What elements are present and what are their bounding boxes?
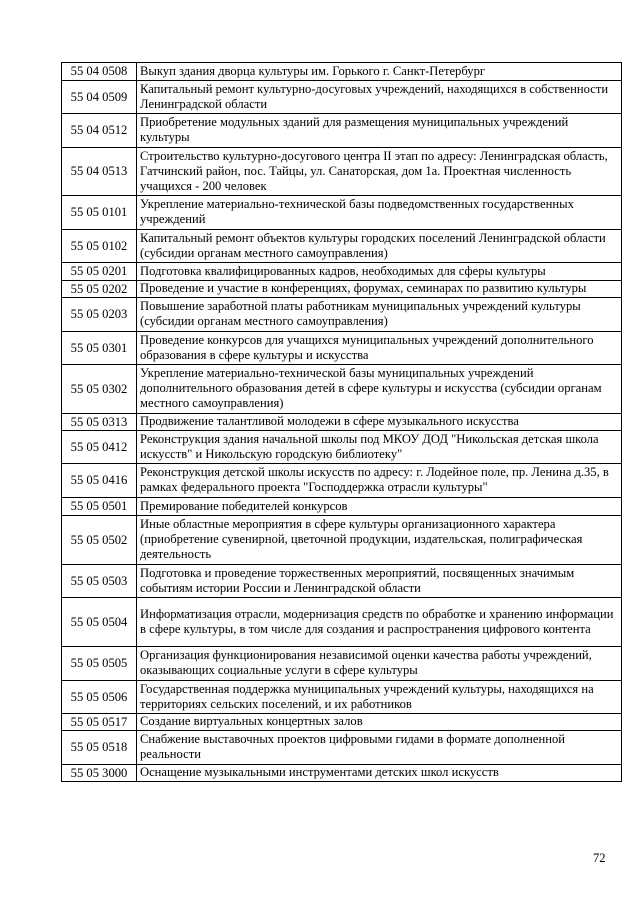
row-description: Снабжение выставочных проектов цифровыми гидами в формате дополненной реальности — [137, 731, 622, 765]
table-row — [62, 114, 622, 148]
table-row — [62, 281, 622, 298]
row-code: 55 04 0513 — [62, 148, 137, 196]
row-description: Подготовка квалифицированных кадров, необходимых для сферы культуры — [137, 263, 622, 281]
table-row — [62, 148, 622, 196]
table-row — [62, 431, 622, 464]
row-code: 55 05 0504 — [62, 598, 137, 647]
budget-code-table-body — [62, 63, 622, 782]
row-code: 55 05 0201 — [62, 263, 137, 281]
row-code: 55 04 0509 — [62, 81, 137, 114]
row-code: 55 05 0518 — [62, 731, 137, 765]
row-description: Реконструкция детской школы искусств по адресу: г. Лодейное поле, пр. Ленина д.35, в рамках федерального проекта "Господдержка отрасли культуры" — [137, 464, 622, 498]
table-row — [62, 332, 622, 365]
table-row — [62, 681, 622, 714]
row-description: Укрепление материально-технической базы подведомственных государственных учреждений — [137, 196, 622, 230]
table-row — [62, 464, 622, 498]
row-code: 55 05 0503 — [62, 565, 137, 598]
table-row — [62, 765, 622, 782]
table-row — [62, 731, 622, 765]
row-code: 55 05 0302 — [62, 365, 137, 414]
row-description: Укрепление материально-технической базы муниципальных учреждений дополнительного образования детей в сфере культуры и искусства (субсидии органам местного самоуправления) — [137, 365, 622, 414]
row-description: Государственная поддержка муниципальных учреждений культуры, находящихся на территориях сельских поселений, и их работников — [137, 681, 622, 714]
row-code: 55 05 0416 — [62, 464, 137, 498]
page-number: 72 — [593, 851, 606, 865]
table-row — [62, 263, 622, 281]
row-description: Подготовка и проведение торжественных мероприятий, посвященных значимым событиям истории России и Ленинградской области — [137, 565, 622, 598]
row-code: 55 05 0202 — [62, 281, 137, 298]
table-row — [62, 516, 622, 565]
table-row — [62, 598, 622, 647]
row-description: Повышение заработной платы работникам муниципальных учреждений культуры (субсидии органам местного самоуправления) — [137, 298, 622, 332]
row-code: 55 05 0301 — [62, 332, 137, 365]
row-code: 55 04 0512 — [62, 114, 137, 148]
table-row — [62, 81, 622, 114]
table-row — [62, 647, 622, 681]
row-description: Создание виртуальных концертных залов — [137, 714, 622, 731]
row-description: Продвижение талантливой молодежи в сфере музыкального искусства — [137, 414, 622, 431]
row-description: Выкуп здания дворца культуры им. Горького г. Санкт-Петербург — [137, 63, 622, 81]
row-code: 55 05 0517 — [62, 714, 137, 731]
row-code: 55 05 0501 — [62, 498, 137, 516]
table-row — [62, 63, 622, 81]
budget-code-table — [61, 62, 622, 782]
row-code: 55 05 0102 — [62, 230, 137, 263]
row-description: Премирование победителей конкурсов — [137, 498, 622, 516]
row-description: Оснащение музыкальными инструментами детских школ искусств — [137, 765, 622, 782]
table-row — [62, 298, 622, 332]
row-code: 55 05 0506 — [62, 681, 137, 714]
row-description: Приобретение модульных зданий для размещения муниципальных учреждений культуры — [137, 114, 622, 148]
row-description: Реконструкция здания начальной школы под МКОУ ДОД "Никольская детская школа искусств" и Никольскую городскую библиотеку" — [137, 431, 622, 464]
row-code: 55 05 0203 — [62, 298, 137, 332]
row-description: Капитальный ремонт объектов культуры городских поселений Ленинградской области (субсидии органам местного самоуправления) — [137, 230, 622, 263]
table-row — [62, 365, 622, 414]
row-code: 55 04 0508 — [62, 63, 137, 81]
row-code: 55 05 0313 — [62, 414, 137, 431]
row-code: 55 05 3000 — [62, 765, 137, 782]
table-row — [62, 498, 622, 516]
row-description: Информатизация отрасли, модернизация средств по обработке и хранению информации в сфере культуры, в том числе для создания и распространения цифрового контента — [137, 598, 622, 647]
row-description: Проведение и участие в конференциях, форумах, семинарах по развитию культуры — [137, 281, 622, 298]
table-row — [62, 714, 622, 731]
row-description: Иные областные мероприятия в сфере культуры организационного характера (приобретение сувенирной, цветочной продукции, издательская, полиграфическая деятельность — [137, 516, 622, 565]
row-description: Организация функционирования независимой оценки качества работы учреждений, оказывающих социальные услуги в сфере культуры — [137, 647, 622, 681]
table-row — [62, 414, 622, 431]
row-description: Капитальный ремонт культурно-досуговых учреждений, находящихся в собственности Ленинградской области — [137, 81, 622, 114]
row-code: 55 05 0101 — [62, 196, 137, 230]
row-code: 55 05 0505 — [62, 647, 137, 681]
row-code: 55 05 0502 — [62, 516, 137, 565]
row-code: 55 05 0412 — [62, 431, 137, 464]
table-row — [62, 565, 622, 598]
row-description: Проведение конкурсов для учащихся муниципальных учреждений дополнительного образования в сфере культуры и искусства — [137, 332, 622, 365]
row-description: Строительство культурно-досугового центра II этап по адресу: Ленинградская область, Гатчинский район, пос. Тайцы, ул. Санаторская, дом 1а. Проектная численность учащихся - 200 человек — [137, 148, 622, 196]
table-row — [62, 230, 622, 263]
table-row — [62, 196, 622, 230]
